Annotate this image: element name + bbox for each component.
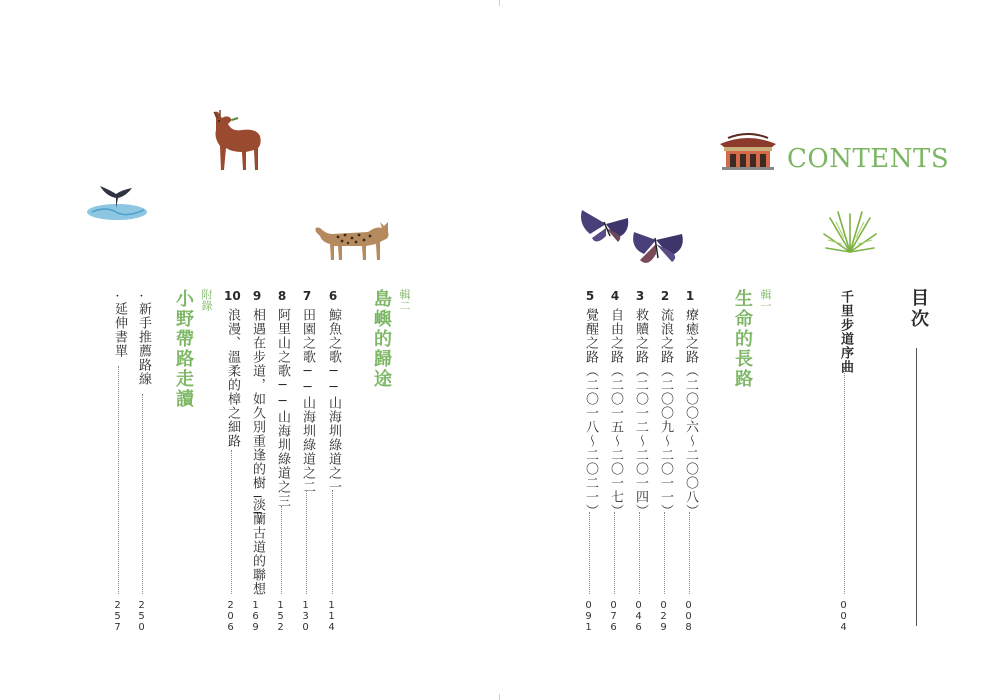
leopard-cat-illustration	[312, 220, 392, 262]
part2-item-9-title: 相遇在步道，如久別重逢的樹──	[250, 308, 265, 522]
part2-item-8-page: 152	[275, 600, 286, 633]
part1-item-5-leader	[589, 512, 590, 594]
toc-heading: 目次	[908, 288, 929, 330]
part1-tag: 輯一	[759, 289, 772, 311]
part2-item-10-number: 10	[224, 289, 241, 303]
part1-item-2-leader	[664, 512, 665, 594]
part2-item-8-leader	[281, 506, 282, 594]
prelude-leader	[844, 368, 845, 594]
part1-item-3-leader	[639, 512, 640, 594]
part1-item-1-title: 療癒之路（二〇〇六～二〇〇八）	[683, 308, 698, 518]
appendix-item-1-title: 新手推薦路線	[136, 302, 151, 386]
part2-item-6-title: 鯨魚之歌──山海圳綠道之一	[326, 308, 341, 494]
part2-item-7-page: 130	[300, 600, 311, 633]
part1-item-5-title: 覺醒之路（二〇一八～二〇二一）	[583, 308, 598, 518]
contents-heading: CONTENTS	[787, 144, 950, 174]
part1-item-1-number: 1	[685, 289, 695, 303]
appendix-item-2-page: 257	[112, 600, 123, 633]
appendix-title: 小野帶路走讀	[173, 289, 194, 409]
appendix-item-1-page: 250	[136, 600, 147, 633]
part2-item-7-title: 田園之歌──山海圳綠道之二	[300, 308, 315, 494]
part2-item-7-number: 7	[302, 289, 312, 303]
part2-item-6-page: 114	[326, 600, 337, 633]
part2-item-6-leader	[332, 490, 333, 594]
part2-item-10-leader	[231, 450, 232, 594]
part1-item-2-title: 流浪之路（二〇〇九～二〇一一）	[658, 308, 673, 518]
part2-item-7-leader	[306, 490, 307, 594]
part1-item-2-page: 029	[658, 600, 669, 633]
part1-item-4-number: 4	[610, 289, 620, 303]
part2-item-6-number: 6	[328, 289, 338, 303]
appendix-item-2-title: 延伸書單	[112, 302, 127, 358]
part2-item-8-title: 阿里山之歌──山海圳綠道之三	[275, 308, 290, 508]
part1-item-4-leader	[614, 512, 615, 594]
prelude-title: 千里步道序曲	[838, 290, 853, 374]
part2-tag: 輯二	[398, 289, 411, 311]
fern-illustration	[822, 208, 878, 258]
prelude-page: 004	[838, 600, 849, 633]
part1-item-2-number: 2	[660, 289, 670, 303]
butterfly-illustration	[578, 206, 688, 270]
whale-tail-illustration	[86, 182, 148, 222]
part2-title: 島嶼的歸途	[371, 289, 392, 389]
part2-item-9-title-cont: 淡蘭古道的聯想	[250, 498, 265, 596]
part1-item-3-number: 3	[635, 289, 645, 303]
appendix-item-1-leader	[142, 394, 143, 594]
part1-item-5-number: 5	[585, 289, 595, 303]
part1-item-1-page: 008	[683, 600, 694, 633]
page-fold	[499, 0, 500, 700]
toc-divider	[916, 348, 917, 626]
part1-item-4-page: 076	[608, 600, 619, 633]
part1-item-5-page: 091	[583, 600, 594, 633]
deer-illustration	[202, 108, 268, 172]
part1-item-3-title: 救贖之路（二〇一二～二〇一四）	[633, 308, 648, 518]
part2-item-9-page: 169	[250, 600, 261, 633]
part1-title: 生命的長路	[732, 289, 753, 389]
part1-item-4-title: 自由之路（二〇一五～二〇一七）	[608, 308, 623, 518]
part2-item-9-number: 9	[252, 289, 262, 303]
appendix-item-2-bullet: ·	[110, 289, 125, 305]
appendix-item-2-leader	[118, 366, 119, 594]
appendix-item-1-bullet: ·	[134, 289, 149, 305]
part1-item-3-page: 046	[633, 600, 644, 633]
part1-item-1-leader	[689, 512, 690, 594]
appendix-tag: 附錄	[200, 289, 213, 311]
part2-item-8-number: 8	[277, 289, 287, 303]
part2-item-10-title: 浪漫、溫柔的樟之細路	[225, 308, 240, 448]
temple-illustration	[718, 132, 778, 172]
part2-item-10-page: 206	[225, 600, 236, 633]
